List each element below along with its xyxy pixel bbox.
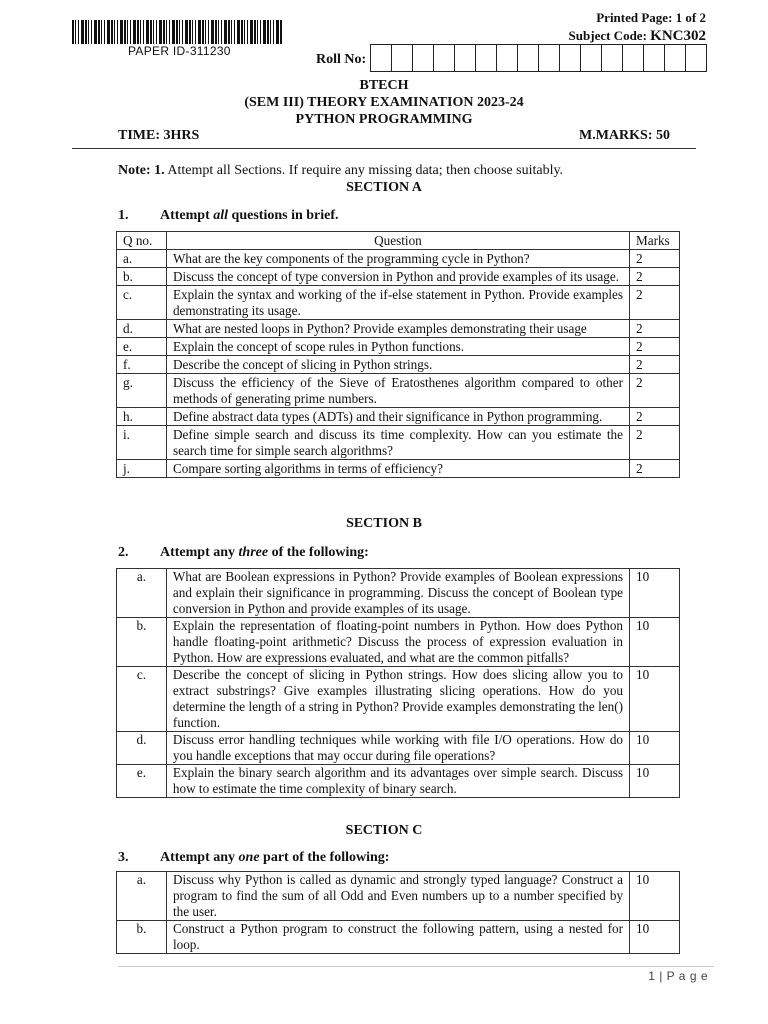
note-label: Note: bbox=[118, 163, 151, 178]
col-marks: Marks bbox=[629, 232, 679, 250]
table-row bbox=[117, 460, 680, 478]
instruction-text: Attempt any three of the following: bbox=[160, 545, 369, 560]
section-c-title: SECTION C bbox=[345, 823, 423, 838]
row-marks: 10 bbox=[630, 732, 680, 765]
roll-no-label: Roll No: bbox=[316, 52, 367, 67]
roll-no-box[interactable] bbox=[581, 45, 602, 71]
instruction-text: Attempt all questions in brief. bbox=[160, 208, 339, 223]
row-question: Explain the syntax and working of the if-else statement in Python. Provide examples demonstrating its usage. bbox=[166, 286, 629, 320]
row-id: a. bbox=[117, 250, 167, 268]
max-marks: M.MARKS: 50 bbox=[579, 128, 670, 143]
program-title: BTECH bbox=[359, 78, 409, 93]
table-row bbox=[117, 356, 680, 374]
row-question: Explain the binary search algorithm and its advantages over simple search. Discuss how to estimate the time complexity of binary search. bbox=[166, 765, 629, 798]
row-question: What are Boolean expressions in Python? Provide examples of Boolean expressions and explain their significance in programming. Discuss the concept of Boolean type conversion in Python and provide examples of its usage. bbox=[166, 569, 629, 618]
subject-title: PYTHON PROGRAMMING bbox=[295, 112, 473, 127]
row-marks: 10 bbox=[630, 921, 680, 954]
row-marks: 2 bbox=[629, 356, 679, 374]
row-question: What are nested loops in Python? Provide examples demonstrating their usage bbox=[166, 320, 629, 338]
roll-no-box[interactable] bbox=[476, 45, 497, 71]
page-label: | P a g e bbox=[659, 969, 708, 983]
printed-page-label: Printed Page: bbox=[596, 10, 673, 25]
note-num: 1. bbox=[154, 163, 165, 178]
row-marks: 10 bbox=[630, 765, 680, 798]
roll-no-box[interactable] bbox=[455, 45, 476, 71]
note bbox=[118, 163, 563, 179]
roll-no-box[interactable] bbox=[623, 45, 644, 71]
row-marks: 2 bbox=[629, 320, 679, 338]
row-id: g. bbox=[117, 374, 167, 408]
col-qno: Q no. bbox=[117, 232, 167, 250]
row-id: d. bbox=[117, 320, 167, 338]
row-question: Define abstract data types (ADTs) and their significance in Python programming. bbox=[166, 408, 629, 426]
row-question: Explain the concept of scope rules in Python functions. bbox=[166, 338, 629, 356]
table-row bbox=[117, 426, 680, 460]
roll-no-box[interactable] bbox=[602, 45, 623, 71]
section-b-instruction bbox=[118, 545, 678, 563]
roll-no-box[interactable] bbox=[413, 45, 434, 71]
exam-title: (SEM III) THEORY EXAMINATION 2023-24 bbox=[244, 95, 524, 110]
subject-code bbox=[569, 28, 706, 45]
row-question: Discuss the efficiency of the Sieve of Eratosthenes algorithm compared to other methods of generating prime numbers. bbox=[166, 374, 629, 408]
exam-time: TIME: 3HRS bbox=[118, 128, 200, 143]
table-row bbox=[117, 618, 680, 667]
row-id: b. bbox=[117, 618, 167, 667]
table-row bbox=[117, 667, 680, 732]
table-row bbox=[117, 408, 680, 426]
section-a-instruction bbox=[118, 208, 678, 226]
row-id: f. bbox=[117, 356, 167, 374]
row-marks: 2 bbox=[629, 460, 679, 478]
table-row bbox=[117, 872, 680, 921]
page-footer bbox=[648, 969, 708, 983]
section-b-table bbox=[116, 568, 680, 798]
table-row bbox=[117, 765, 680, 798]
roll-no-boxes[interactable] bbox=[370, 44, 707, 72]
table-row bbox=[117, 569, 680, 618]
row-question: Compare sorting algorithms in terms of efficiency? bbox=[166, 460, 629, 478]
printed-page bbox=[596, 10, 706, 26]
col-question: Question bbox=[166, 232, 629, 250]
table-row bbox=[117, 268, 680, 286]
table-row bbox=[117, 286, 680, 320]
row-marks: 2 bbox=[629, 338, 679, 356]
roll-no-box[interactable] bbox=[686, 45, 706, 71]
page-number: 1 bbox=[648, 969, 656, 983]
section-a-table bbox=[116, 231, 680, 478]
table-header-row bbox=[117, 232, 680, 250]
table-row bbox=[117, 250, 680, 268]
row-id: c. bbox=[117, 286, 167, 320]
row-id: b. bbox=[117, 268, 167, 286]
question-number: 2. bbox=[118, 545, 129, 560]
row-marks: 2 bbox=[629, 374, 679, 408]
roll-no-box[interactable] bbox=[392, 45, 413, 71]
printed-page-value: 1 of 2 bbox=[675, 10, 706, 25]
row-question: Construct a Python program to construct the following pattern, using a nested for loop. bbox=[166, 921, 629, 954]
note-text: Attempt all Sections. If require any missing data; then choose suitably. bbox=[167, 163, 564, 178]
row-marks: 10 bbox=[630, 872, 680, 921]
question-number: 1. bbox=[118, 208, 129, 223]
roll-no-box[interactable] bbox=[371, 45, 392, 71]
row-question: Describe the concept of slicing in Python strings. bbox=[166, 356, 629, 374]
section-c-table bbox=[116, 871, 680, 954]
section-c-instruction bbox=[118, 850, 678, 868]
roll-no-box[interactable] bbox=[560, 45, 581, 71]
row-question: Describe the concept of slicing in Python strings. How does slicing allow you to extract substrings? Give examples illustrating slicing operations. How do you determine the length of a string in Python? Provide examples demonstrating the len() function. bbox=[166, 667, 629, 732]
roll-no-box[interactable] bbox=[665, 45, 686, 71]
row-id: h. bbox=[117, 408, 167, 426]
row-question: What are the key components of the programming cycle in Python? bbox=[166, 250, 629, 268]
row-id: c. bbox=[117, 667, 167, 732]
row-id: e. bbox=[117, 338, 167, 356]
row-id: a. bbox=[117, 569, 167, 618]
row-marks: 10 bbox=[630, 667, 680, 732]
instruction-text: Attempt any one part of the following: bbox=[160, 850, 390, 865]
table-row bbox=[117, 732, 680, 765]
subject-code-value: KNC302 bbox=[650, 28, 706, 44]
footer-divider bbox=[118, 966, 714, 967]
roll-no-box[interactable] bbox=[434, 45, 455, 71]
table-row bbox=[117, 338, 680, 356]
row-question: Discuss the concept of type conversion in Python and provide examples of its usage. bbox=[166, 268, 629, 286]
barcode bbox=[72, 20, 282, 44]
row-marks: 2 bbox=[629, 286, 679, 320]
row-marks: 2 bbox=[629, 268, 679, 286]
table-row bbox=[117, 320, 680, 338]
roll-no-box[interactable] bbox=[539, 45, 560, 71]
row-id: j. bbox=[117, 460, 167, 478]
row-id: d. bbox=[117, 732, 167, 765]
row-id: i. bbox=[117, 426, 167, 460]
row-id: a. bbox=[117, 872, 167, 921]
row-question: Discuss error handling techniques while working with file I/O operations. How do you handle exceptions that may occur during file operations? bbox=[166, 732, 629, 765]
roll-no-box[interactable] bbox=[497, 45, 518, 71]
row-marks: 2 bbox=[629, 408, 679, 426]
row-question: Explain the representation of floating-point numbers in Python. How does Python handle floating-point arithmetic? Discuss the process of expression evaluation in Python. How are expressions evaluated, and what are the common pitfalls? bbox=[166, 618, 629, 667]
roll-no-box[interactable] bbox=[518, 45, 539, 71]
table-row bbox=[117, 374, 680, 408]
row-id: e. bbox=[117, 765, 167, 798]
row-id: b. bbox=[117, 921, 167, 954]
row-question: Define simple search and discuss its time complexity. How can you estimate the search time for simple search algorithms? bbox=[166, 426, 629, 460]
section-a-title: SECTION A bbox=[346, 180, 422, 195]
row-question: Discuss why Python is called as dynamic and strongly typed language? Construct a program to find the sum of all Odd and Even numbers up to a number specified by the user. bbox=[166, 872, 629, 921]
table-row bbox=[117, 921, 680, 954]
section-b-title: SECTION B bbox=[346, 516, 422, 531]
question-number: 3. bbox=[118, 850, 129, 865]
row-marks: 2 bbox=[629, 250, 679, 268]
row-marks: 10 bbox=[630, 569, 680, 618]
subject-code-label: Subject Code: bbox=[568, 28, 647, 43]
roll-no-box[interactable] bbox=[644, 45, 665, 71]
header-divider bbox=[72, 148, 696, 149]
row-marks: 10 bbox=[630, 618, 680, 667]
row-marks: 2 bbox=[629, 426, 679, 460]
paper-id: PAPER ID-311230 bbox=[128, 44, 231, 58]
